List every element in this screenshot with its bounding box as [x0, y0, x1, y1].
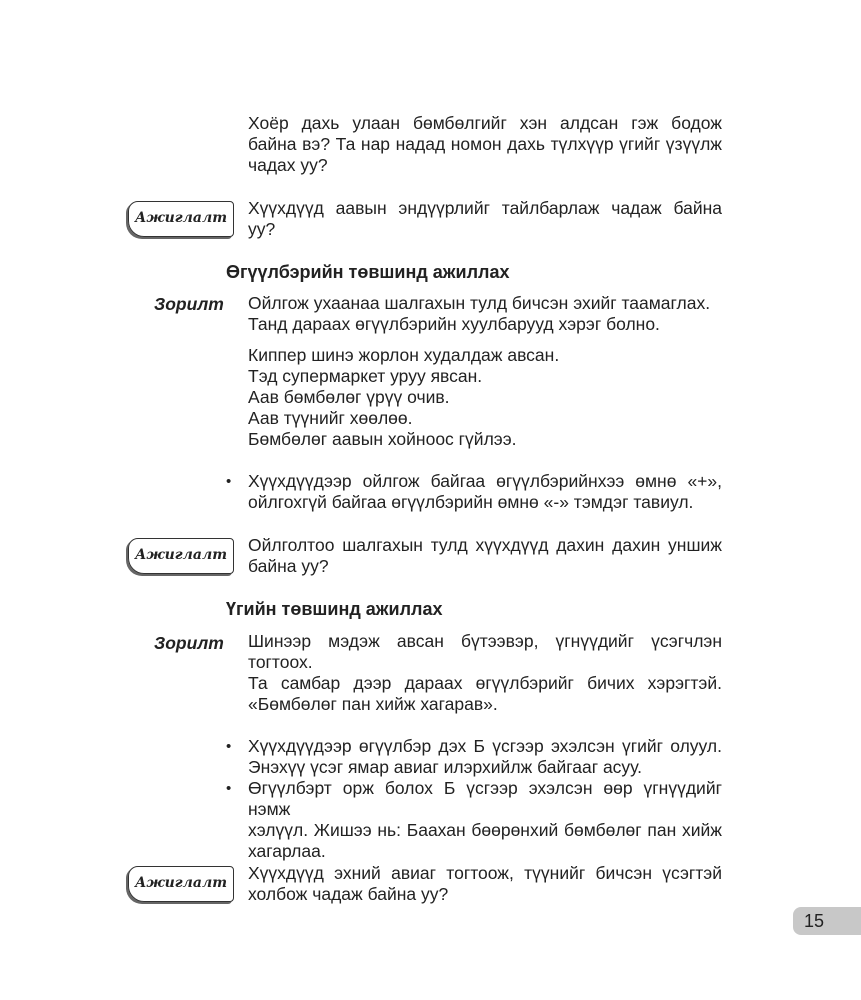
text-line: чадах уу?	[248, 155, 328, 175]
goal-label: Зорилт	[154, 633, 224, 653]
observation-question	[248, 863, 722, 905]
bullet-icon: •	[226, 738, 232, 755]
goal-text	[248, 293, 722, 335]
text-line: Энэхүү үсэг ямар авиаг илэрхийлж байгааг асуу.	[248, 757, 643, 777]
text-line: хэлүүл. Жишээ нь: Баахан бөөрөнхий бөмбөлөг пан хийж	[248, 820, 722, 840]
text-line: ойлгохгүй байгаа өгүүлбэрийн өмнө «-» тэмдэг тавиул.	[248, 492, 694, 512]
observation-badge: Ажиглалт	[128, 201, 234, 237]
bullet-icon: •	[226, 780, 232, 797]
text-line: уу?	[248, 219, 276, 239]
text-line: Хүүхдүүдээр өгүүлбэр дэх Б үсгээр эхэлсэн үгийг олуул.	[248, 736, 722, 756]
text-line: байна вэ? Та нар надад номон дахь түлхүүр үгийг үзүүлж	[248, 134, 722, 154]
observation-badge: Ажиглалт	[128, 866, 234, 902]
text-line: Хүүхдүүд эхний авиаг тогтоож, түүнийг бичсэн үсэгтэй	[248, 863, 722, 883]
section-heading: Өгүүлбэрийн төвшинд ажиллах	[226, 262, 510, 282]
observation-question	[248, 198, 722, 240]
text-line: Өгүүлбэрт орж болох Б үсгээр эхэлсэн өөр үгнүүдийг нэмж	[248, 778, 722, 819]
observation-badge: Ажиглалт	[128, 538, 234, 574]
sentence-item: Аав бөмбөлөг үрүү очив.	[248, 387, 450, 407]
sentence-list	[248, 345, 722, 450]
text-line: Ойлгож ухаанаа шалгахын тулд бичсэн эхийг таамаглах.	[248, 293, 711, 313]
bullet-item	[226, 471, 722, 513]
intro-paragraph	[248, 113, 722, 176]
text-line: Хүүхдүүдээр ойлгож байгаа өгүүлбэрийнхээ өмнө «+»,	[248, 471, 722, 491]
text-line: тогтоох.	[248, 652, 313, 672]
text-line: Хоёр дахь улаан бөмбөлгийг хэн алдсан гэж бодож	[248, 113, 722, 133]
text-line: Танд дараах өгүүлбэрийн хуулбарууд хэрэг болно.	[248, 314, 660, 334]
text-line: «Бөмбөлөг пан хийж хагарав».	[248, 694, 498, 714]
bullet-list	[226, 471, 722, 513]
bullet-icon: •	[226, 473, 232, 490]
sentence-item: Аав түүнийг хөөлөө.	[248, 408, 413, 428]
text-line: Хүүхдүүд аавын эндүүрлийг тайлбарлаж чадаж байна	[248, 198, 722, 218]
bullet-item	[226, 778, 722, 862]
sentence-item: Тэд супермаркет уруу явсан.	[248, 366, 483, 386]
text-line: хагарлаа.	[248, 841, 326, 861]
goal-label: Зорилт	[154, 294, 224, 314]
section-heading: Үгийн төвшинд ажиллах	[226, 599, 443, 619]
bullet-list	[226, 736, 722, 862]
page-number: 15	[803, 911, 825, 931]
text-line: Та самбар дээр дараах өгүүлбэрийг бичих хэрэгтэй.	[248, 673, 722, 693]
text-line: байна уу?	[248, 556, 329, 576]
text-line: Шинээр мэдэж авсан бүтээвэр, үгнүүдийг үсэгчлэн	[248, 631, 722, 651]
observation-question	[248, 535, 722, 577]
goal-text	[248, 631, 722, 715]
bullet-item	[226, 736, 722, 778]
text-line: холбож чадаж байна уу?	[248, 884, 449, 904]
sentence-item: Киппер шинэ жорлон худалдаж авсан.	[248, 345, 560, 365]
sentence-item: Бөмбөлөг аавын хойноос гүйлээ.	[248, 429, 517, 449]
text-line: Ойлголтоо шалгахын тулд хүүхдүүд дахин дахин уншиж	[248, 535, 722, 555]
